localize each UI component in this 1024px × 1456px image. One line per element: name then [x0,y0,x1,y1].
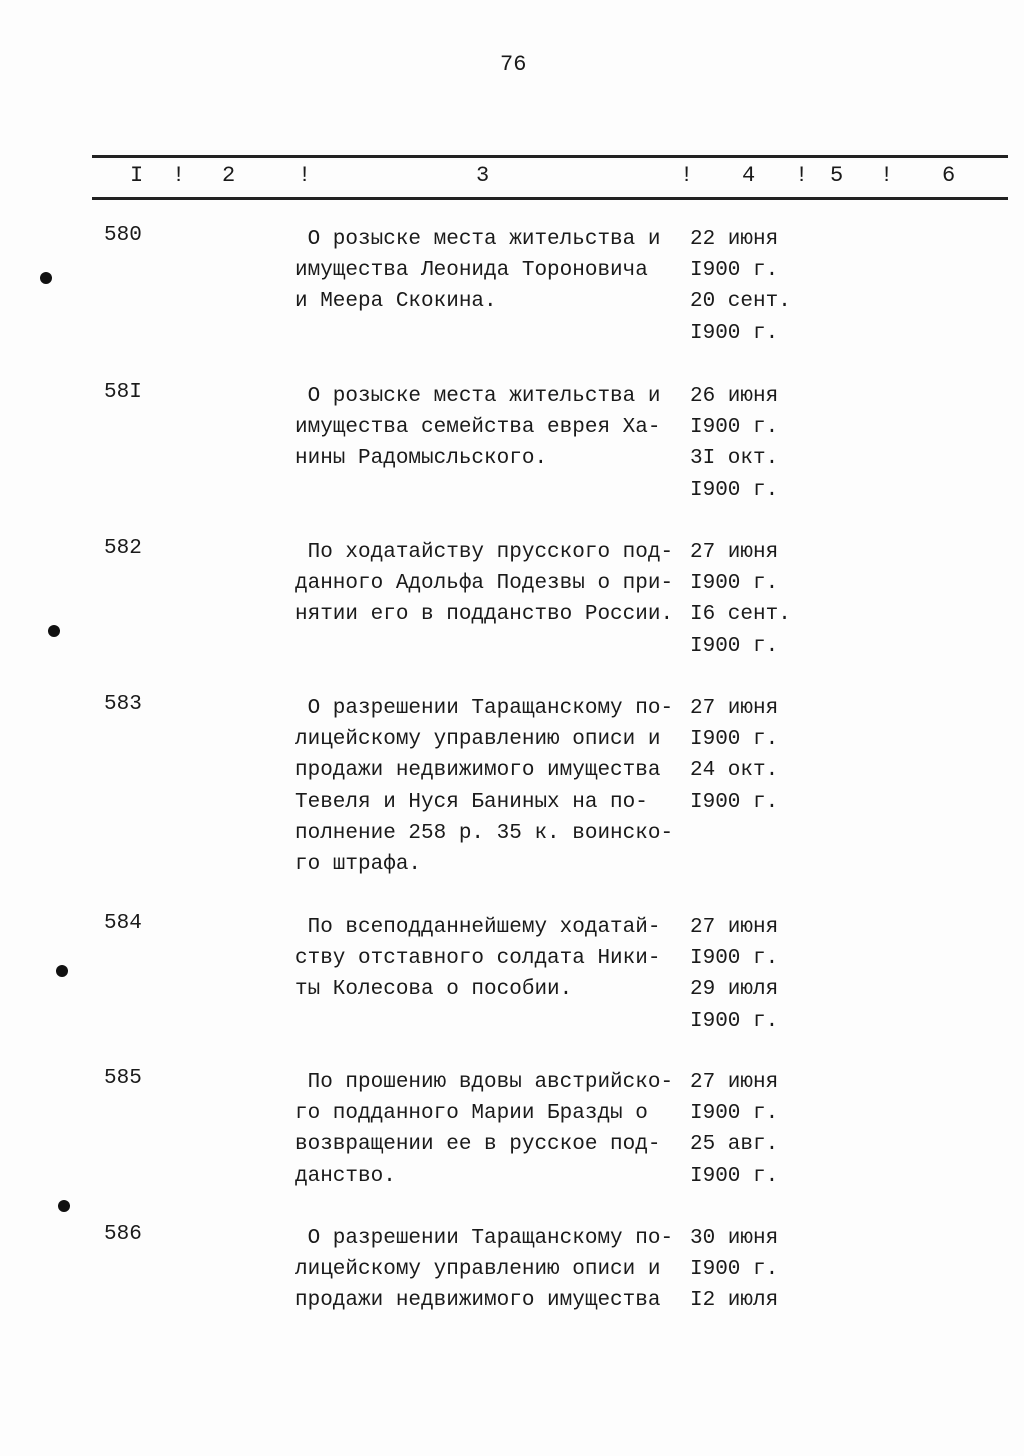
date-line: 25 авг. [690,1133,779,1157]
entry-dates [690,912,778,1037]
column-header: 2 [222,163,236,188]
description-line: ты Колесова о пособии. [295,978,573,1002]
description-line: ству отставного солдата Ники- [295,947,661,971]
column-header: 5 [830,163,844,188]
entry-number: 58I [104,381,142,404]
description-line: данство. [295,1164,396,1188]
description-line: имущества Леонида Тороновича [295,259,648,283]
description-line: О розыске места жительства и [295,385,661,408]
date-line: I900 г. [690,572,779,596]
date-line: I900 г. [690,947,779,971]
date-line: I900 г. [690,1164,779,1188]
entry-number: 583 [104,693,142,716]
description-line: О разрешении Таращанскому по- [295,1227,674,1250]
column-header: 6 [942,163,956,188]
entry-dates [690,1067,778,1192]
entry-dates [690,381,778,506]
description-line: возвращении ее в русское под- [295,1133,661,1157]
column-header: I [130,163,144,188]
punch-hole [56,965,68,977]
column-header: 3 [476,163,490,188]
entry-dates [690,1223,778,1317]
description-line: продажи недвижимого имущества [295,759,661,783]
description-line: лицейскому управлению описи и [295,728,661,752]
entry-number: 584 [104,912,142,935]
date-line: 27 июня [690,541,779,564]
column-separator: ! [172,163,186,188]
description-line: го подданного Марии Бразды о [295,1102,648,1126]
column-separator: ! [298,163,312,188]
entry-description [295,912,660,1006]
punch-hole [58,1200,70,1212]
entry-number: 585 [104,1067,142,1090]
description-line: лицейскому управлению описи и [295,1258,661,1282]
date-line: I900 г. [690,321,779,345]
date-line: 27 июня [690,916,779,939]
column-separator: ! [680,163,694,188]
date-line: I900 г. [690,728,779,752]
header-top-rule [92,155,1008,158]
date-line: 24 окт. [690,759,779,783]
entry-number: 582 [104,537,142,560]
entry-number: 586 [104,1223,142,1246]
date-line: 30 июня [690,1227,779,1250]
date-line: I900 г. [690,790,779,814]
date-line: I900 г. [690,634,779,658]
entry-dates [690,224,791,349]
date-line: 27 июня [690,697,779,720]
entry-description [295,537,673,631]
header-bottom-rule [92,197,1008,200]
date-line: 27 июня [690,1071,779,1094]
description-line: продажи недвижимого имущества [295,1289,661,1313]
description-line: По ходатайству прусского под- [295,541,674,564]
date-line: 20 сент. [690,290,791,314]
description-line: нятии его в подданство России. [295,603,674,627]
column-separator: ! [795,163,809,188]
date-line: I900 г. [690,1009,779,1033]
description-line: По прошению вдовы австрийско- [295,1071,674,1094]
page-number: 76 [500,52,527,77]
date-line: I900 г. [690,478,779,502]
description-line: го штрафа. [295,853,422,877]
date-line: 22 июня [690,228,779,251]
date-line: I900 г. [690,259,779,283]
punch-hole [48,625,60,637]
date-line: I900 г. [690,1258,779,1282]
entry-dates [690,693,778,818]
description-line: полнение 258 р. 35 к. воинско- [295,821,674,845]
date-line: I2 июля [690,1289,779,1313]
date-line: 26 июня [690,385,779,408]
description-line: и Меера Скокина. [295,290,497,314]
punch-hole [40,272,52,284]
column-header: 4 [742,163,756,188]
entry-dates [690,537,791,662]
entry-description [295,1067,673,1192]
description-line: О разрешении Таращанскому по- [295,697,674,720]
entry-description [295,1223,673,1317]
date-line: I900 г. [690,416,779,440]
date-line: 29 июля [690,978,779,1002]
date-line: 3I окт. [690,447,779,471]
entry-description [295,224,660,318]
entry-description [295,381,660,475]
date-line: I900 г. [690,1102,779,1126]
description-line: данного Адольфа Подезвы о при- [295,572,674,596]
date-line: I6 сент. [690,603,791,627]
entry-number: 580 [104,224,142,247]
description-line: Тевеля и Нуся Баниных на по- [295,790,648,814]
entry-description [295,693,673,880]
column-separator: ! [880,163,894,188]
description-line: нины Радомысльского. [295,447,548,471]
description-line: имущества семейства еврея Ха- [295,416,661,440]
description-line: По всеподданнейшему ходатай- [295,916,661,939]
description-line: О розыске места жительства и [295,228,661,251]
